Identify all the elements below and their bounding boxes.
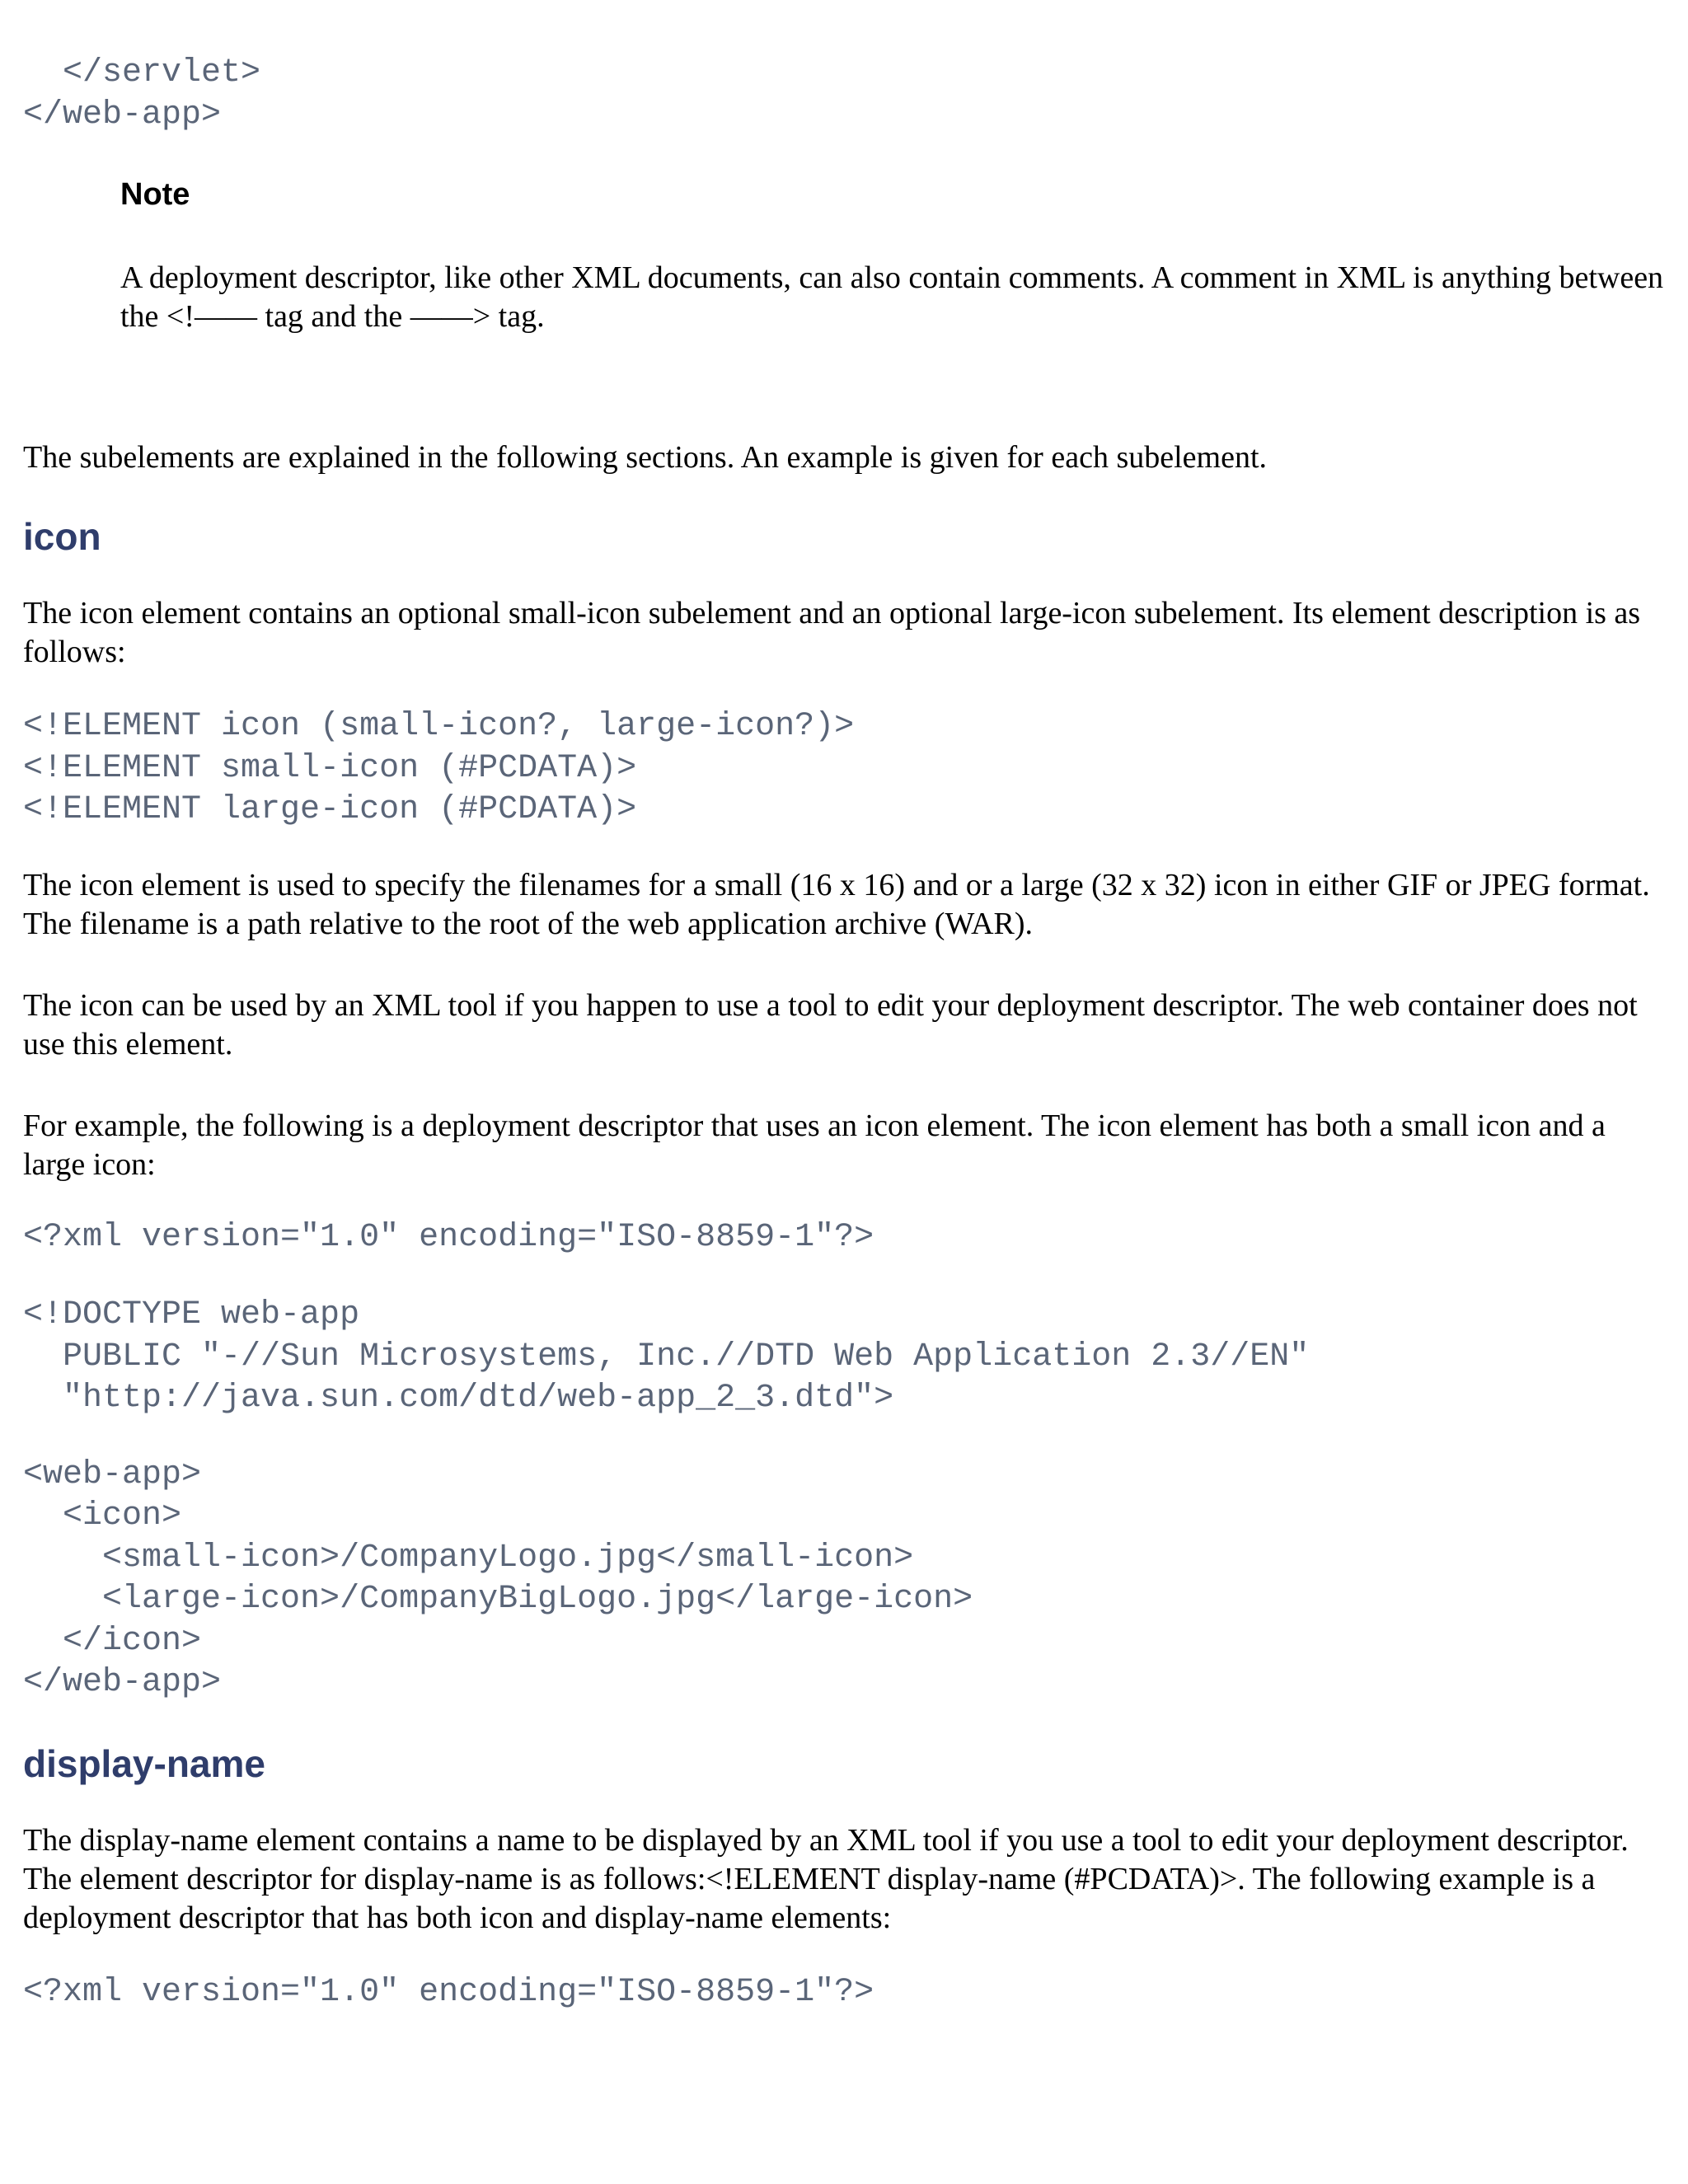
code-line: </servlet> (23, 54, 261, 91)
code-line: <!DOCTYPE web-app (23, 1296, 360, 1333)
note-text: A deployment descriptor, like other XML documents, can also contain comments. A comment in XML is anything between the <!—— tag and the ——> tag. (120, 260, 1664, 334)
code-line: "http://java.sun.com/dtd/web-app_2_3.dtd"> (23, 1380, 894, 1417)
code-line: </web-app> (23, 96, 222, 134)
code-line: <!ELEMENT icon (small-icon?, large-icon?)> (23, 708, 855, 745)
code-block-icon-dtd (23, 706, 1665, 832)
icon-paragraph-2: The icon element is used to specify the filenames for a small (16 x 16) and or a large (32 x 32) icon in either GIF or JPEG format. The filename is a path relative to the root of the web application archive (WAR). (23, 867, 1650, 941)
code-line: </icon> (23, 1622, 202, 1660)
display-name-paragraph: The display-name element contains a name to be displayed by an XML tool if you use a tool to edit your deployment descriptor. The element descriptor for display-name is as follows:<!ELEMENT display-name (#PCDATA)>. The following example is a deployment descriptor that has both icon and display-name elements: (23, 1822, 1629, 1935)
section-heading-icon: icon (23, 515, 101, 558)
code-block-xml-declaration (23, 1217, 1665, 1259)
code-line: <!ELEMENT large-icon (#PCDATA)> (23, 791, 637, 828)
code-block-web-app (23, 1455, 1665, 1704)
intro-paragraph: The subelements are explained in the following sections. An example is given for each subelement. (23, 440, 1267, 475)
code-line: PUBLIC "-//Sun Microsystems, Inc.//DTD Web Application 2.3//EN" (23, 1338, 1310, 1376)
code-block-doctype (23, 1295, 1665, 1420)
note-title: Note (120, 177, 190, 212)
code-block-display-name-xml (23, 1972, 1665, 2014)
code-line: <large-icon>/CompanyBigLogo.jpg</large-icon> (23, 1581, 973, 1618)
code-line: <?xml version="1.0" encoding="ISO-8859-1"?> (23, 1973, 874, 2011)
code-line: <web-app> (23, 1455, 202, 1493)
code-line: <icon> (23, 1497, 182, 1535)
code-line: </web-app> (23, 1664, 222, 1701)
icon-paragraph-1: The icon element contains an optional small-icon subelement and an optional large-icon subelement. Its element description is as follows: (23, 596, 1641, 669)
note-box (120, 176, 1670, 336)
code-line: <small-icon>/CompanyLogo.jpg</small-icon> (23, 1539, 914, 1577)
section-heading-display-name: display-name (23, 1741, 265, 1785)
code-line: <?xml version="1.0" encoding="ISO-8859-1"?> (23, 1218, 874, 1256)
code-line: <!ELEMENT small-icon (#PCDATA)> (23, 749, 637, 787)
icon-paragraph-3: The icon can be used by an XML tool if you happen to use a tool to edit your deployment descriptor. The web container does not use this element. (23, 987, 1638, 1062)
code-block-top (23, 53, 1665, 136)
icon-paragraph-4: For example, the following is a deployment descriptor that uses an icon element. The icon element has both a small icon and a large icon: (23, 1108, 1606, 1182)
